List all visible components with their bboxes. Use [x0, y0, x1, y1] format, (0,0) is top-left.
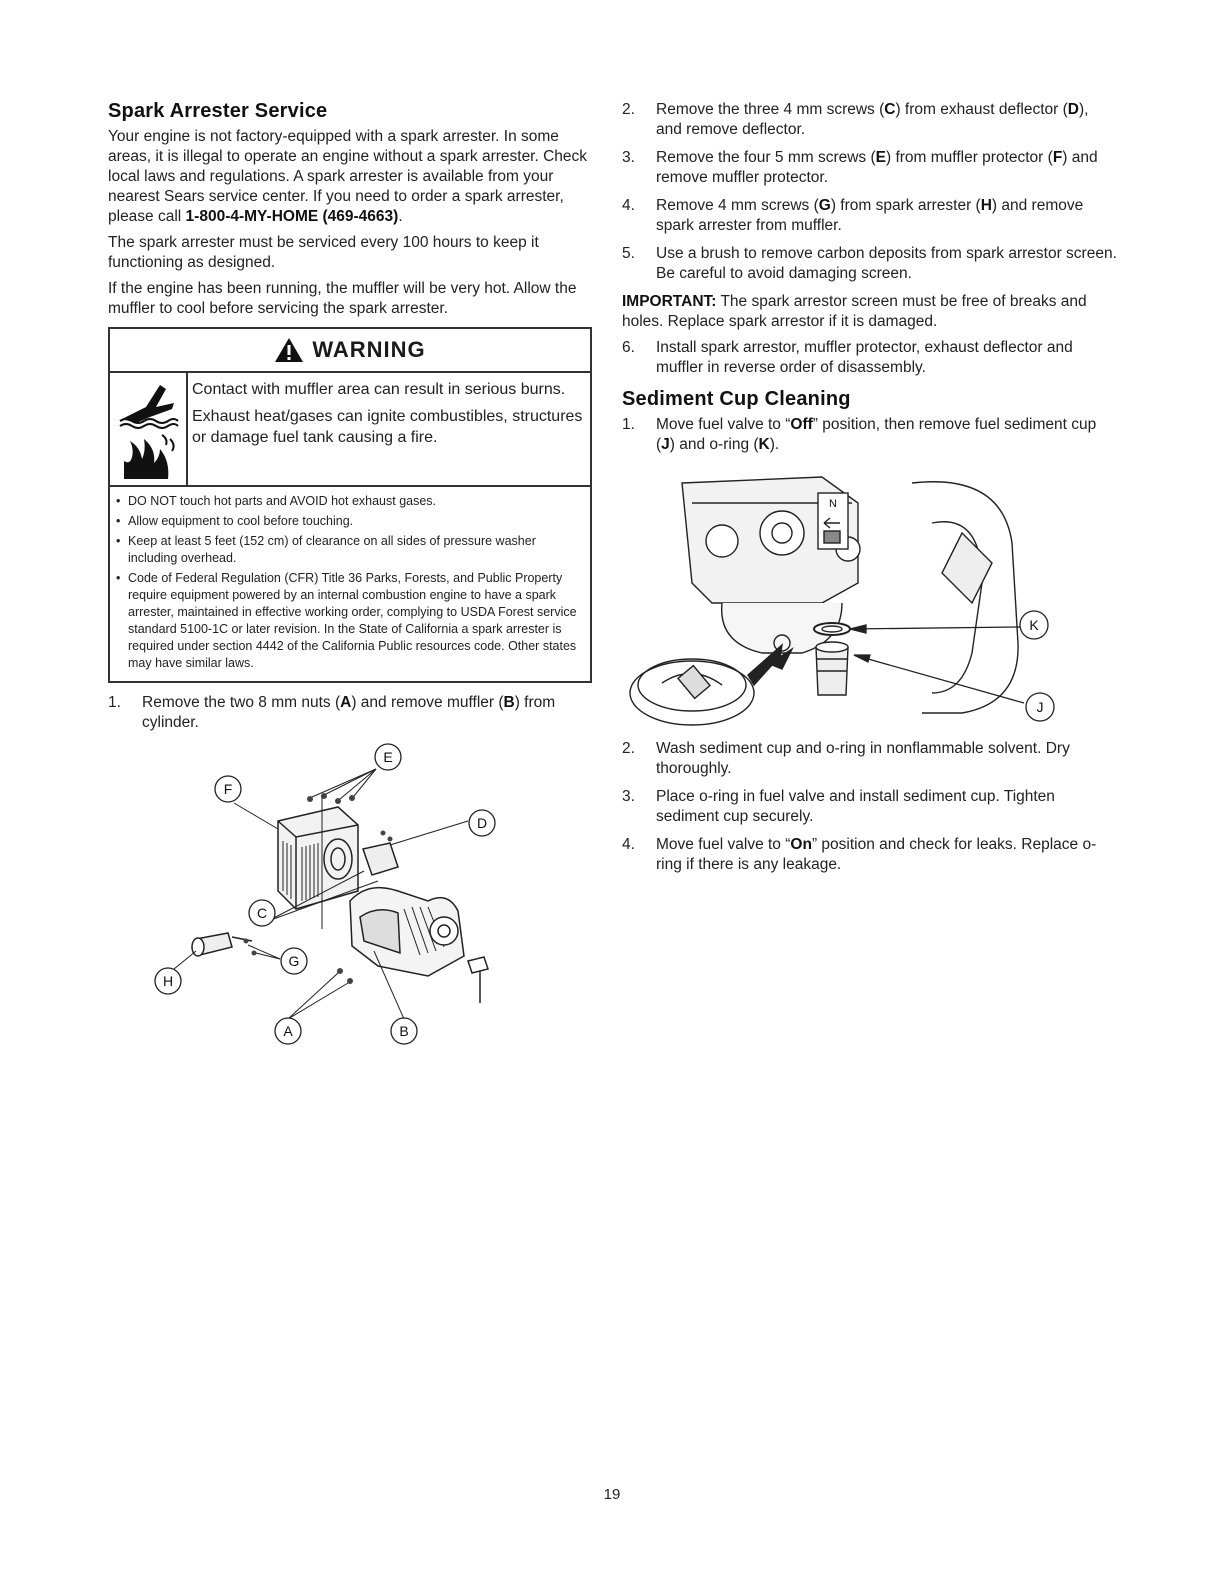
step-item: 1. Remove the two 8 mm nuts (A) and remove muffler (B) from cylinder. [108, 694, 556, 731]
callout-f: F [223, 781, 233, 797]
step-item: 2. Remove the three 4 mm screws (C) from exhaust deflector (D), and remove deflector. [622, 101, 1089, 138]
sediment-steps-2 [622, 739, 1118, 875]
step-item: 3. Place o-ring in fuel valve and install sediment cup. Tighten sediment cup securely. [622, 788, 1055, 825]
warning-icons [110, 373, 188, 485]
step-item: 1. Move fuel valve to “Off” position, then remove fuel sediment cup (J) and o-ring (K). [622, 416, 1097, 453]
step-item: 5. Use a brush to remove carbon deposits from spark arrestor screen. Be careful to avoid damaging screen. [622, 245, 1117, 282]
warning-bullet: • Keep at least 5 feet (152 cm) of clearance on all sides of pressure washer including overhead. [116, 534, 536, 565]
callout-g: G [288, 953, 300, 969]
sediment-cup-diagram [622, 463, 1062, 733]
warning-bullet: • Allow equipment to cool before touching. [116, 514, 354, 528]
fuel-valve-n-label: N [829, 498, 837, 510]
important-note: IMPORTANT: The spark arrestor screen must be free of breaks and holes. Replace spark arrestor if it is damaged. [622, 293, 1087, 330]
muffler-exploded-diagram [128, 741, 508, 1051]
phone-number: 1-800-4-MY-HOME (469-4663) [185, 208, 399, 225]
callout-b: B [399, 1023, 409, 1039]
warning-hazards [110, 373, 590, 487]
section-heading-sediment-cup: Sediment Cup Cleaning [622, 388, 851, 410]
reassembly-steps [622, 338, 1118, 378]
left-column [108, 100, 592, 1051]
callout-c: C [256, 905, 268, 921]
right-column [622, 100, 1118, 883]
warning-text [188, 373, 590, 485]
step-item: 4. Remove 4 mm screws (G) from spark arrester (H) and remove spark arrester from muffler. [622, 197, 1084, 234]
step-item: 6. Install spark arrestor, muffler protector, exhaust deflector and muffler in reverse order of disassembly. [622, 339, 1073, 376]
intro-text-end: . [398, 208, 403, 225]
warning-header [110, 329, 590, 373]
page-number: 19 [603, 1486, 621, 1503]
hot-surface-burn-icon [116, 377, 180, 429]
callout-a: A [283, 1023, 293, 1039]
callout-j: J [1036, 699, 1044, 715]
sediment-steps-1 [622, 415, 1118, 455]
callout-d: D [476, 815, 488, 831]
warning-fire-text: Exhaust heat/gases can ignite combustibles, structures or damage fuel tank causing a fire. [192, 408, 583, 446]
step-item: 3. Remove the four 5 mm screws (E) from muffler protector (F) and remove muffler protector. [622, 149, 1098, 186]
warning-triangle-icon [274, 337, 304, 363]
warning-bullet: • DO NOT touch hot parts and AVOID hot exhaust gases. [116, 494, 437, 508]
section-heading-spark-arrester: Spark Arrester Service [108, 100, 328, 122]
warning-box [108, 327, 592, 683]
intro-paragraph [108, 127, 592, 227]
step-item: 4. Move fuel valve to “On” position and check for leaks. Replace o-ring if there is any leakage. [622, 836, 1097, 873]
hot-muffler-paragraph: If the engine has been running, the muffler will be very hot. Allow the muffler to cool before servicing the spark arrester. [108, 280, 577, 317]
callout-e: E [383, 749, 393, 765]
fire-hazard-icon [116, 429, 180, 481]
step-item: 2. Wash sediment cup and o-ring in nonflammable solvent. Dry thoroughly. [622, 740, 1070, 777]
warning-title: WARNING [312, 337, 426, 362]
warning-bullet: • Code of Federal Regulation (CFR) Title 36 Parks, Forests, and Public Property require equipment powered by an internal combustion engine to have a spark arrester, maintained in effective working order, complying to USDA Forest service standard 5100-1C or later revision. In the State of California a spark arrester is required under section 4442 of the California Public resources code. Other states may have similar laws. [116, 571, 577, 670]
intro-text: Your engine is not factory-equipped with a spark arrester. In some areas, it is illegal to operate an engine without a spark arrester. Check local laws and regulations. A spark arrester is available from your nearest Sears service center. If you need to order a spark arrester, please call [108, 128, 588, 225]
warning-bullet-list [110, 487, 590, 681]
callout-k: K [1029, 617, 1039, 633]
arrester-steps [622, 100, 1118, 284]
warning-burn-text: Contact with muffler area can result in serious burns. [192, 381, 566, 398]
callout-h: H [162, 973, 174, 989]
service-interval-paragraph: The spark arrester must be serviced every 100 hours to keep it functioning as designed. [108, 234, 539, 271]
muffler-steps [108, 693, 592, 733]
